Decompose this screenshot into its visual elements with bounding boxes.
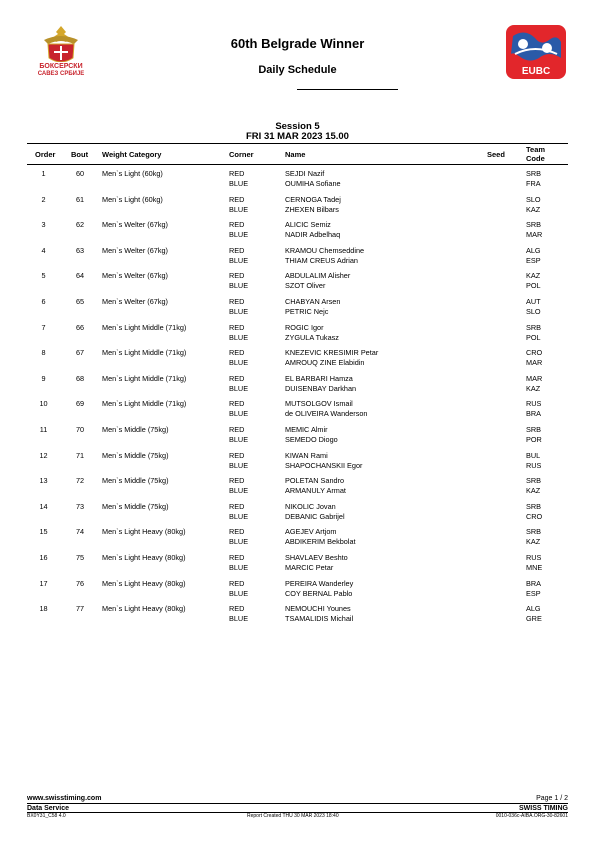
corner-red: RED bbox=[229, 169, 245, 178]
blue-team-code: POL bbox=[526, 281, 541, 291]
header-corner: Corner bbox=[229, 150, 254, 159]
footer-report-code: BX0Y31_C58 4.0 bbox=[27, 813, 66, 819]
header-order: Order bbox=[35, 150, 56, 159]
blue-team-code: MAR bbox=[526, 358, 543, 368]
bout-order: 12 bbox=[39, 450, 48, 460]
red-team-code: AUT bbox=[526, 296, 541, 306]
bout-number: 71 bbox=[75, 450, 85, 460]
blue-boxer-name: NADIR Adbelhaq bbox=[285, 230, 341, 240]
bout-order: 7 bbox=[41, 322, 46, 332]
blue-boxer-name: SEMEDO Diogo bbox=[285, 434, 338, 444]
boxer-names bbox=[285, 348, 378, 368]
bout-order: 4 bbox=[41, 245, 46, 255]
red-team-code: SRB bbox=[526, 527, 542, 537]
table-row bbox=[27, 579, 568, 605]
bout-number: 69 bbox=[75, 399, 85, 409]
weight-category: Men`s Welter (67kg) bbox=[102, 245, 168, 255]
session-label: Session 5 bbox=[275, 121, 320, 132]
corner-blue: BLUE bbox=[229, 460, 249, 470]
table-row bbox=[27, 374, 568, 400]
red-team-code: SRB bbox=[526, 220, 542, 230]
red-boxer-name: ABDULALIM Alisher bbox=[285, 271, 351, 281]
corner bbox=[229, 451, 248, 471]
footer-reference: 0010-036c-AIBA.ORG-30-82601 bbox=[495, 813, 568, 819]
table-row bbox=[27, 553, 568, 579]
bout-order: 14 bbox=[39, 501, 48, 511]
boxer-names bbox=[285, 271, 350, 291]
weight-category: Men`s Light Middle (71kg) bbox=[102, 373, 187, 383]
red-team-code: ALG bbox=[526, 245, 541, 255]
table-row bbox=[27, 399, 568, 425]
corner-blue: BLUE bbox=[229, 306, 249, 316]
weight-category: Men`s Light Heavy (80kg) bbox=[102, 578, 186, 588]
boxer-names bbox=[285, 604, 353, 624]
bout-number: 65 bbox=[75, 296, 85, 306]
team-codes bbox=[526, 425, 542, 445]
red-boxer-name: NEMOUCHI Younes bbox=[285, 604, 351, 614]
blue-boxer-name: de OLIVEIRA Wanderson bbox=[285, 409, 368, 419]
blue-team-code: KAZ bbox=[526, 486, 541, 496]
header-bout: Bout bbox=[71, 150, 89, 159]
corner-blue: BLUE bbox=[229, 358, 249, 368]
corner-red: RED bbox=[229, 450, 245, 460]
table-row bbox=[27, 220, 568, 246]
corner bbox=[229, 348, 248, 368]
bout-number: 62 bbox=[75, 220, 85, 230]
blue-boxer-name: ZYGULA Tukasz bbox=[285, 332, 339, 342]
weight-category: Men`s Middle (75kg) bbox=[102, 501, 169, 511]
red-team-code: BRA bbox=[526, 578, 542, 588]
table-row bbox=[27, 604, 568, 630]
corner-red: RED bbox=[229, 373, 245, 383]
blue-team-code: POR bbox=[526, 434, 542, 444]
team-codes bbox=[526, 297, 541, 317]
header-seed: Seed bbox=[487, 150, 505, 159]
table-row bbox=[27, 195, 568, 221]
corner-red: RED bbox=[229, 527, 245, 537]
bout-number: 61 bbox=[75, 194, 85, 204]
corner-blue: BLUE bbox=[229, 486, 249, 496]
red-boxer-name: CHABYAN Arsen bbox=[285, 296, 341, 306]
corner bbox=[229, 399, 248, 419]
blue-team-code: MAR bbox=[526, 230, 543, 240]
blue-team-code: GRE bbox=[526, 614, 542, 624]
blue-team-code: KAZ bbox=[526, 204, 541, 214]
red-team-code: SRB bbox=[526, 322, 542, 332]
corner-red: RED bbox=[229, 322, 245, 332]
blue-team-code: ESP bbox=[526, 588, 541, 598]
corner bbox=[229, 476, 248, 496]
corner-red: RED bbox=[229, 245, 245, 255]
boxer-names bbox=[285, 220, 340, 240]
corner bbox=[229, 271, 248, 291]
blue-boxer-name: AMROUQ ZINE Elabidin bbox=[285, 358, 365, 368]
corner bbox=[229, 604, 248, 624]
weight-category: Men`s Middle (75kg) bbox=[102, 450, 169, 460]
red-boxer-name: CERNOGA Tadej bbox=[285, 194, 341, 204]
team-codes bbox=[526, 246, 541, 266]
title-underline bbox=[297, 89, 398, 90]
weight-category: Men`s Light Middle (71kg) bbox=[102, 399, 187, 409]
footer-rule-top bbox=[27, 803, 568, 804]
boxer-names bbox=[285, 553, 348, 573]
blue-boxer-name: OUMIHA Sofiane bbox=[285, 179, 341, 188]
blue-boxer-name: COY BERNAL Pablo bbox=[285, 588, 353, 598]
bout-order: 11 bbox=[39, 424, 48, 434]
red-boxer-name: KRAMOU Chemseddine bbox=[285, 245, 365, 255]
header-team-line1: Team bbox=[526, 145, 546, 154]
table-row bbox=[27, 527, 568, 553]
team-codes bbox=[526, 527, 541, 547]
corner-blue: BLUE bbox=[229, 588, 249, 598]
corner-blue: BLUE bbox=[229, 332, 249, 342]
weight-category: Men`s Light Heavy (80kg) bbox=[102, 527, 186, 537]
red-team-code: CRO bbox=[526, 348, 543, 358]
bout-number: 74 bbox=[75, 527, 85, 537]
weight-category: Men`s Light Middle (71kg) bbox=[102, 322, 187, 332]
bout-order: 6 bbox=[41, 296, 46, 306]
corner-red: RED bbox=[229, 604, 245, 614]
corner-blue: BLUE bbox=[229, 255, 249, 265]
blue-team-code: BRA bbox=[526, 409, 542, 419]
blue-boxer-name: DUISENBAY Darkhan bbox=[285, 383, 357, 393]
bout-number: 73 bbox=[75, 501, 85, 511]
boxer-names bbox=[285, 374, 356, 394]
footer-page-number: Page 1 / 2 bbox=[536, 795, 568, 802]
team-codes bbox=[526, 579, 541, 599]
table-row bbox=[27, 246, 568, 272]
corner-blue: BLUE bbox=[229, 434, 249, 444]
bout-order: 2 bbox=[41, 194, 46, 204]
bout-order: 10 bbox=[39, 399, 48, 409]
team-codes bbox=[526, 169, 541, 189]
team-codes bbox=[526, 348, 542, 368]
bout-number: 77 bbox=[75, 604, 85, 614]
header-weight-category: Weight Category bbox=[102, 150, 162, 159]
weight-category: Men`s Middle (75kg) bbox=[102, 476, 169, 486]
corner bbox=[229, 323, 248, 343]
corner-blue: BLUE bbox=[229, 511, 249, 521]
team-codes bbox=[526, 604, 542, 624]
boxer-names bbox=[285, 246, 364, 266]
blue-boxer-name: SZOT Oliver bbox=[285, 281, 326, 291]
red-boxer-name: KIWAN Rami bbox=[285, 450, 328, 460]
blue-boxer-name: TSAMALIDIS Michail bbox=[285, 614, 354, 624]
document-title: Daily Schedule bbox=[258, 64, 337, 76]
red-boxer-name: PEREIRA Wanderley bbox=[285, 578, 354, 588]
bout-number: 64 bbox=[75, 271, 85, 281]
blue-team-code: POL bbox=[526, 332, 541, 342]
corner bbox=[229, 502, 248, 522]
blue-boxer-name: DEBANIC Gabrijel bbox=[285, 511, 345, 521]
boxer-names bbox=[285, 297, 340, 317]
boxer-names bbox=[285, 527, 356, 547]
blue-team-code: KAZ bbox=[526, 537, 541, 547]
boxer-names bbox=[285, 476, 346, 496]
weight-category: Men`s Light Heavy (80kg) bbox=[102, 552, 186, 562]
weight-category: Men`s Light Middle (71kg) bbox=[102, 348, 187, 358]
weight-category: Men`s Light Heavy (80kg) bbox=[102, 604, 186, 614]
table-row bbox=[27, 476, 568, 502]
table-header bbox=[27, 143, 568, 165]
bout-order: 5 bbox=[41, 271, 46, 281]
red-team-code: RUS bbox=[526, 552, 542, 562]
team-codes bbox=[526, 451, 541, 471]
corner-red: RED bbox=[229, 348, 245, 358]
corner-blue: BLUE bbox=[229, 383, 249, 393]
bout-order: 9 bbox=[41, 373, 46, 383]
bout-number: 75 bbox=[75, 552, 85, 562]
corner bbox=[229, 246, 248, 266]
red-team-code: KAZ bbox=[526, 271, 541, 281]
team-codes bbox=[526, 323, 541, 343]
red-boxer-name: NIKOLIC Jovan bbox=[285, 501, 336, 511]
corner bbox=[229, 297, 248, 317]
table-row bbox=[27, 451, 568, 477]
red-boxer-name: EL BARBARI Hamza bbox=[285, 373, 353, 383]
red-team-code: BUL bbox=[526, 450, 541, 460]
corner-blue: BLUE bbox=[229, 562, 249, 572]
red-team-code: RUS bbox=[526, 399, 542, 409]
boxer-names bbox=[285, 323, 339, 343]
table-row bbox=[27, 425, 568, 451]
team-codes bbox=[526, 476, 541, 496]
boxer-names bbox=[285, 425, 338, 445]
bout-number: 67 bbox=[75, 348, 85, 358]
corner bbox=[229, 527, 248, 547]
red-team-code: SRB bbox=[526, 169, 542, 178]
boxer-names bbox=[285, 579, 353, 599]
boxer-names bbox=[285, 502, 345, 522]
footer-report-created: Report Created THU 30 MAR 2023 18:40 bbox=[247, 813, 339, 819]
corner-red: RED bbox=[229, 476, 245, 486]
weight-category: Men`s Middle (75kg) bbox=[102, 424, 169, 434]
corner-red: RED bbox=[229, 424, 245, 434]
bout-number: 72 bbox=[75, 476, 85, 486]
red-boxer-name: AGEJEV Artjom bbox=[285, 527, 337, 537]
boxer-names bbox=[285, 169, 341, 189]
corner bbox=[229, 579, 248, 599]
corner-blue: BLUE bbox=[229, 537, 249, 547]
corner-blue: BLUE bbox=[229, 614, 249, 624]
blue-boxer-name: ZHEXEN Bilbars bbox=[285, 204, 339, 214]
table-row bbox=[27, 348, 568, 374]
corner-red: RED bbox=[229, 194, 245, 204]
red-boxer-name: KNEZEVIC KRESIMIR Petar bbox=[285, 348, 379, 358]
weight-category: Men`s Welter (67kg) bbox=[102, 271, 168, 281]
blue-boxer-name: PETRIC Nejc bbox=[285, 306, 329, 316]
corner-blue: BLUE bbox=[229, 179, 249, 188]
red-boxer-name: MEMIC Almir bbox=[285, 424, 328, 434]
bout-number: 68 bbox=[75, 373, 85, 383]
corner-red: RED bbox=[229, 271, 245, 281]
red-team-code: SLO bbox=[526, 194, 541, 204]
team-codes bbox=[526, 220, 542, 240]
red-boxer-name: SEJDI Nazif bbox=[285, 169, 325, 178]
corner-blue: BLUE bbox=[229, 409, 249, 419]
corner-red: RED bbox=[229, 501, 245, 511]
table-row bbox=[27, 297, 568, 323]
red-team-code: SRB bbox=[526, 501, 542, 511]
bout-number: 76 bbox=[75, 578, 85, 588]
red-boxer-name: ROGIC Igor bbox=[285, 322, 324, 332]
bout-order: 18 bbox=[39, 604, 48, 614]
schedule-table-body bbox=[27, 169, 568, 630]
team-codes bbox=[526, 271, 541, 291]
footer-website: www.swisstiming.com bbox=[27, 795, 102, 802]
footer-data-service: Data Service bbox=[27, 805, 70, 812]
team-codes bbox=[526, 502, 542, 522]
red-team-code: MAR bbox=[526, 373, 543, 383]
blue-boxer-name: ARMANULY Armat bbox=[285, 486, 346, 496]
boxer-names bbox=[285, 451, 362, 471]
bout-number: 63 bbox=[75, 245, 85, 255]
blue-boxer-name: MARCIC Petar bbox=[285, 562, 334, 572]
eubc-logo bbox=[505, 24, 567, 80]
red-boxer-name: ALICIC Semiz bbox=[285, 220, 331, 230]
header-team-line2: Code bbox=[526, 154, 545, 163]
header-name: Name bbox=[285, 150, 306, 159]
blue-team-code: SLO bbox=[526, 306, 541, 316]
corner bbox=[229, 169, 248, 189]
corner-blue: BLUE bbox=[229, 281, 249, 291]
red-boxer-name: MUTSOLGOV Ismail bbox=[285, 399, 353, 409]
blue-team-code: CRO bbox=[526, 511, 543, 521]
bout-number: 70 bbox=[75, 424, 85, 434]
weight-category: Men`s Welter (67kg) bbox=[102, 220, 168, 230]
boxer-names bbox=[285, 399, 367, 419]
blue-boxer-name: THIAM CREUS Adrian bbox=[285, 255, 358, 265]
corner-red: RED bbox=[229, 399, 245, 409]
team-codes bbox=[526, 399, 541, 419]
corner bbox=[229, 374, 248, 394]
bout-number: 66 bbox=[75, 322, 85, 332]
logo-text-line2: САВЕЗ СРБИЈЕ bbox=[37, 71, 85, 77]
team-codes bbox=[526, 374, 542, 394]
logo-text-line1: БОКСЕРСКИ bbox=[39, 63, 83, 70]
blue-team-code: RUS bbox=[526, 460, 542, 470]
bout-order: 17 bbox=[39, 578, 48, 588]
red-team-code: ALG bbox=[526, 604, 541, 614]
bout-order: 13 bbox=[39, 476, 48, 486]
session-datetime: FRI 31 MAR 2023 15.00 bbox=[246, 131, 349, 142]
blue-team-code: KAZ bbox=[526, 383, 541, 393]
blue-team-code: MNE bbox=[526, 562, 543, 572]
corner bbox=[229, 553, 248, 573]
red-team-code: SRB bbox=[526, 424, 542, 434]
team-codes bbox=[526, 195, 541, 215]
blue-team-code: ESP bbox=[526, 255, 541, 265]
corner bbox=[229, 220, 248, 240]
team-codes bbox=[526, 553, 542, 573]
corner-blue: BLUE bbox=[229, 204, 249, 214]
weight-category: Men`s Welter (67kg) bbox=[102, 296, 168, 306]
table-row bbox=[27, 169, 568, 195]
table-row bbox=[27, 323, 568, 349]
footer-swiss-timing: SWISS TIMING bbox=[519, 805, 568, 812]
bout-order: 16 bbox=[39, 552, 48, 562]
corner-red: RED bbox=[229, 552, 245, 562]
red-boxer-name: POLETAN Sandro bbox=[285, 476, 345, 486]
blue-boxer-name: SHAPOCHANSKII Egor bbox=[285, 460, 363, 470]
table-row bbox=[27, 502, 568, 528]
bout-order: 15 bbox=[39, 527, 48, 537]
weight-category: Men`s Light (60kg) bbox=[102, 169, 163, 178]
corner-red: RED bbox=[229, 578, 245, 588]
red-boxer-name: SHAVLAEV Beshto bbox=[285, 552, 348, 562]
bout-order: 3 bbox=[41, 220, 46, 230]
corner-red: RED bbox=[229, 220, 245, 230]
corner-blue: BLUE bbox=[229, 230, 249, 240]
corner bbox=[229, 425, 248, 445]
corner bbox=[229, 195, 248, 215]
header-team-code bbox=[526, 145, 545, 163]
blue-boxer-name: ABDIKERIM Bekbolat bbox=[285, 537, 356, 547]
event-title: 60th Belgrade Winner bbox=[230, 36, 365, 51]
boxer-names bbox=[285, 195, 341, 215]
bout-order: 8 bbox=[41, 348, 46, 358]
weight-category: Men`s Light (60kg) bbox=[102, 194, 163, 204]
table-row bbox=[27, 271, 568, 297]
red-team-code: SRB bbox=[526, 476, 542, 486]
bout-order: 1 bbox=[41, 169, 46, 178]
eubc-logo-text: EUBC bbox=[521, 66, 551, 77]
corner-red: RED bbox=[229, 296, 245, 306]
blue-team-code: FRA bbox=[526, 179, 541, 188]
bout-number: 60 bbox=[75, 169, 85, 178]
